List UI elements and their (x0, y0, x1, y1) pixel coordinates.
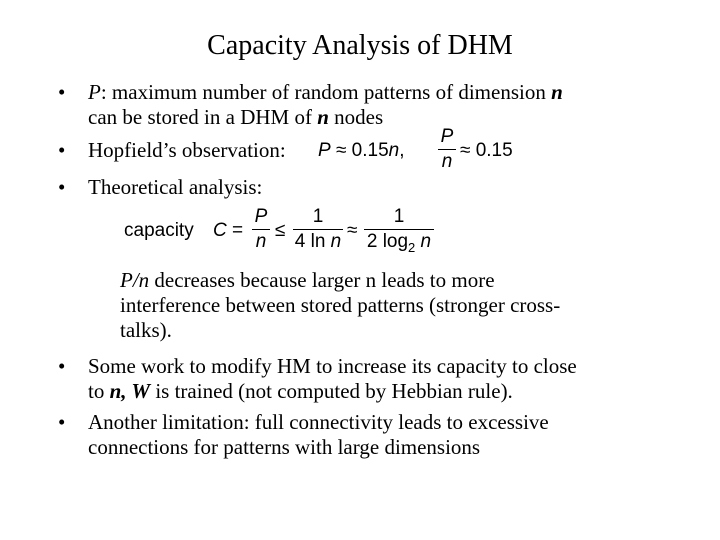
bullet-1-n1: n (551, 80, 563, 104)
formula-1-n: n (388, 140, 400, 161)
formula-2-frac2-den-b: n (330, 231, 342, 252)
bullet-6-line-2: connections for patterns with large dimensions (88, 435, 481, 459)
formula-1-fraction (438, 126, 456, 173)
formula-2-frac3-den-sub: 2 (408, 239, 416, 255)
formula-2-frac1-den: n (255, 231, 267, 252)
bullet-3-detail-pn: P/n (120, 268, 150, 292)
formula-2-le: ≤ (275, 220, 286, 241)
formula-1-frac-den: n (441, 151, 453, 172)
bullet-marker-5: • (58, 354, 66, 378)
formula-2-frac3-bar (364, 229, 434, 230)
formula-2-fraction-3 (364, 206, 434, 259)
bullet-5-text-c: is trained (not computed by Hebbian rule). (150, 379, 513, 403)
formula-2-frac3-num: 1 (393, 206, 405, 227)
formula-1-frac-num: P (440, 126, 454, 147)
formula-1-comma: , (399, 140, 405, 161)
bullet-3-detail-line-2: interference between stored patterns (stronger cross- (120, 293, 561, 317)
bullet-1-n2: n (317, 105, 329, 129)
bullet-3-detail-text-1: decreases because larger n leads to more (149, 268, 495, 292)
bullet-6-line-1: Another limitation: full connectivity leads to excessive (88, 410, 549, 434)
bullet-1-text-c: nodes (328, 105, 384, 129)
formula-2-frac1-num: P (254, 206, 268, 227)
formula-1-approx-2: ≈ 0.15 (460, 140, 513, 161)
bullet-5-nw: n, W (109, 379, 151, 403)
slide-title: Capacity Analysis of DHM (207, 30, 513, 61)
bullet-3-detail-line-1 (120, 268, 680, 292)
bullet-marker-3: • (58, 175, 66, 199)
formula-2-frac1-bar (252, 229, 270, 230)
bullet-3-detail-line-3: talks). (120, 318, 172, 342)
formula-2-frac3-den (367, 231, 431, 259)
formula-1-frac-bar (438, 149, 456, 150)
formula-2-frac2-bar (293, 229, 343, 230)
formula-2-eq: = (232, 220, 244, 241)
bullet-marker-2: • (58, 138, 66, 162)
formula-1-p: P (318, 140, 331, 161)
bullet-5-text-a: to (88, 379, 110, 403)
bullet-1-line-1 (88, 80, 688, 104)
bullet-marker-6: • (58, 410, 66, 434)
bullet-5-line-1: Some work to modify HM to increase its capacity to close (88, 354, 577, 378)
bullet-1-text-a: : maximum number of random patterns of dimension (100, 80, 552, 104)
bullet-1-text-b: can be stored in a DHM of (88, 105, 318, 129)
formula-2-fraction-2 (293, 206, 343, 253)
formula-2-frac2-den (295, 231, 342, 253)
formula-2-approx: ≈ (347, 220, 358, 241)
formula-1-left (318, 140, 405, 162)
formula-2-fraction-1 (252, 206, 270, 253)
formula-2-lhs (213, 220, 243, 242)
formula-1-approx: ≈ 0.15 (335, 140, 389, 161)
formula-2-c: C (213, 220, 227, 241)
bullet-marker-1: • (58, 80, 66, 104)
bullet-3-text: Theoretical analysis: (88, 175, 263, 199)
bullet-2-text: Hopfield’s observation: (88, 138, 286, 162)
formula-2-frac2-den-a: 4 ln (294, 231, 331, 252)
bullet-1-line-2 (88, 105, 688, 129)
formula-2-frac3-den-b: n (415, 231, 432, 252)
bullet-5-line-2 (88, 379, 688, 403)
formula-2-frac2-num: 1 (312, 206, 324, 227)
formula-2-frac3-den-a: 2 log (366, 231, 409, 252)
bullet-1-p: P (88, 80, 101, 104)
formula-2-label: capacity (124, 220, 194, 241)
